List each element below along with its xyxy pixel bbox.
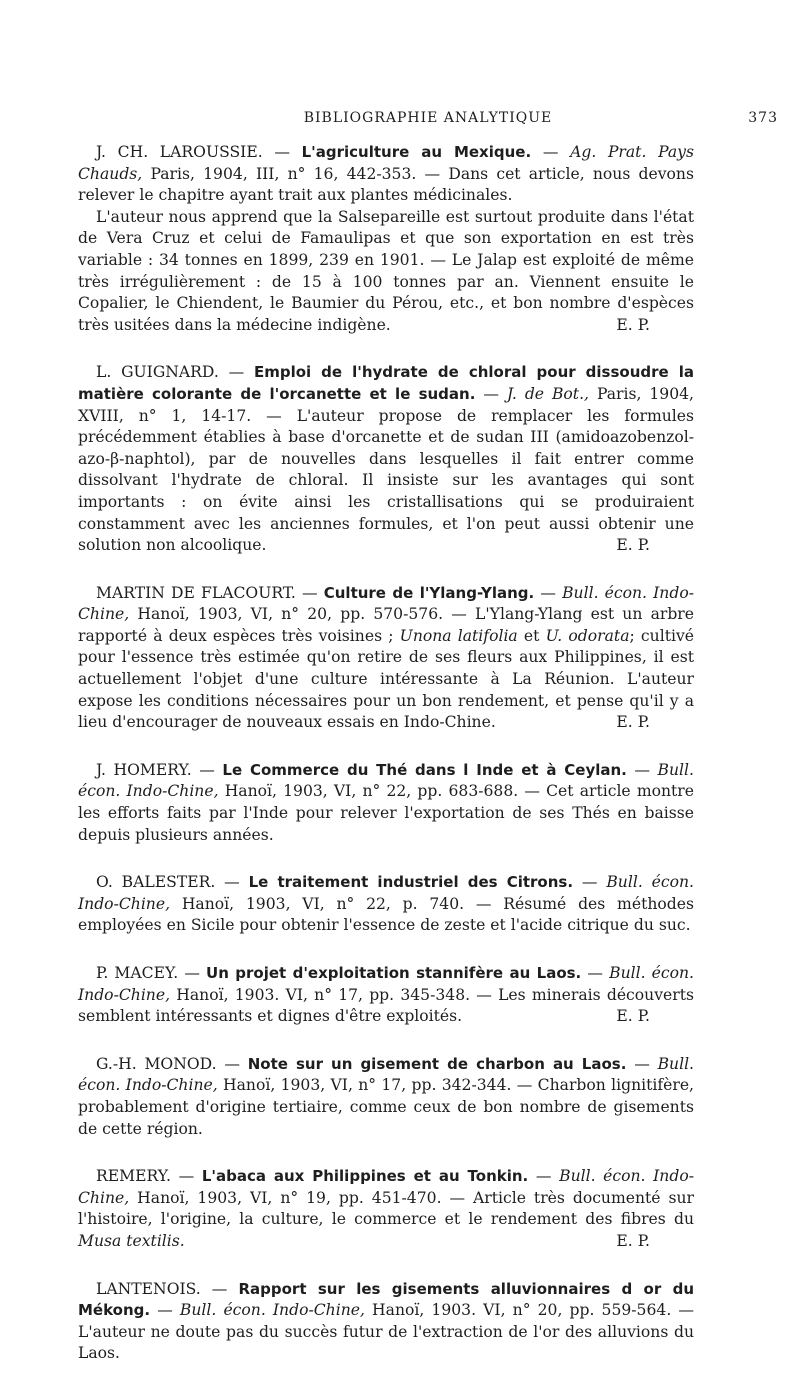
bibliography-entry [78, 142, 694, 336]
bibliography-entry [78, 1054, 694, 1140]
bibliography-entry [78, 872, 694, 937]
entry-paragraph [78, 207, 694, 337]
entry-author: G.-H. MONOD. [96, 1054, 217, 1073]
entry-paragraph: J. CH. LAROUSSIE. — L'agriculture au Mexique. — Ag. Prat. Pays Chauds, Paris, 1904, III, n° 16, 442-353. — Dans cet article, nous devons relever le chapitre ayant trait aux plantes médicinales. [78, 143, 694, 205]
bibliography-entry [78, 1279, 694, 1365]
entry-paragraph: L. GUIGNARD. — Emploi de l'hydrate de chloral pour dissoudre la matière colorante de l'orcanette et le sudan. — J. de Bot., Paris, 1904, XVIII, n° 1, 14-17. — L'auteur propose de remplacer les formules précédemment établies à base d'orcanette et de sudan III (amidoazobenzol-azo-β-naphtol), par de nouvelles dans lesquelles il fait entrer comme dissolvant l'hydrate de chloral. Il insiste sur les avantages qui sont importants : on évite ainsi les cristallisations qui se produiraient constamment avec les anciennes formules, et l'on peut aussi obtenir une solution non alcoolique. E. P. [78, 362, 694, 556]
bibliography-entry [78, 362, 694, 556]
entry-signature: E. P. [616, 1231, 650, 1250]
entry-paragraph: O. BALESTER. — Le traitement industriel des Citrons. — Bull. écon. Indo-Chine, Hanoï, 1903, VI, n° 22, p. 740. — Résumé des méthodes employées en Sicile pour obtenir l'essence de zeste et l'acide citrique du suc. [78, 873, 694, 935]
entry-author: L. GUIGNARD. [96, 363, 219, 382]
entry-body: Hanoï, 1903. VI, n° 20, pp. 559-564. — L'auteur ne doute pas du succès futur de l'extraction de l'or des alluvions du Laos. [78, 1301, 694, 1363]
entry-signature: E. P. [616, 536, 650, 555]
entry-signature: E. P. [616, 1007, 650, 1026]
entry-source: J. de Bot., [506, 384, 589, 403]
entry-title: Rapport sur les gisements alluvionnaires d or du Mékong. [78, 1279, 695, 1320]
entry-paragraph: P. MACEY. — Un projet d'exploitation stannifère au Laos. — Bull. écon. Indo-Chine, Hanoï, 1903. VI, n° 17, pp. 345-348. — Les minerais découverts semblent intéressants et dignes d'être exploités. E. P. [78, 963, 694, 1028]
entry-title: Le Commerce du Thé dans l Inde et à Ceylan. [222, 760, 627, 779]
entry-title: Emploi de l'hydrate de chloral pour dissoudre la matière colorante de l'orcanette et le sudan. [78, 363, 694, 403]
species-name: Musa textilis. [78, 1231, 185, 1250]
entry-source: Bull. écon. Indo-Chine, [78, 1054, 695, 1095]
entry-author: MARTIN DE FLACOURT. [96, 583, 296, 602]
bibliography-entry [78, 963, 694, 1028]
species-name: Unona latifolia [399, 626, 518, 645]
entry-title: Note sur un gisement de charbon au Laos. [247, 1054, 627, 1073]
bibliography-entry [78, 1166, 694, 1252]
entry-title: Un projet d'exploitation stannifère au Laos. [206, 964, 582, 982]
entry-body: Hanoï, 1903, VI, n° 17, pp. 342-344. — Charbon lignitifère, probablement d'origine tertiaire, comme ceux de bon nombre de gisements de cette région. [78, 1076, 695, 1138]
header-title: BIBLIOGRAPHIE ANALYTIQUE [303, 110, 553, 126]
entry-author: O. BALESTER. [96, 873, 216, 892]
entry-signature: E. P. [616, 713, 650, 732]
entry-source: Bull. écon. Indo-Chine, [179, 1301, 365, 1320]
entry-body: Hanoï, 1903, VI, n° 19, pp. 451-470. — Article très documenté sur l'histoire, l'origine, la culture, le commerce et le rendement des fibres du [78, 1188, 694, 1229]
entry-source: Bull. écon. Indo-Chine, [78, 1167, 694, 1207]
entry-author: J. CH. LAROUSSIE. [96, 143, 263, 161]
entry-title: L'abaca aux Philippines et au Tonkin. [201, 1167, 529, 1186]
entry-body: Hanoï, 1903, VI, n° 20, pp. 570-576. — L'Ylang-Ylang est un arbre rapporté à deux espèces très voisines ; [78, 605, 694, 645]
entry-source: Bull. écon. Indo-Chine, [78, 964, 695, 1004]
entry-body: Hanoï, 1903. VI, n° 17, pp. 345-348. — Les minerais découverts semblent intéressants et dignes d'être exploités. [78, 985, 694, 1026]
species-name: U. odorata [545, 626, 630, 645]
entry-source: Bull. écon. Indo-Chine, [78, 583, 694, 624]
entry-body: Paris, 1904, XVIII, n° 1, 14-17. — L'auteur propose de remplacer les formules précédemment établies à base d'orcanette et de sudan III (amidoazobenzol-azo-β-naphtol), par de nouvelles dans lesquelles il fait entrer comme dissolvant l'hydrate de chloral. Il insiste sur les avantages qui sont importants : on évite ainsi les cristallisations qui se produiraient constamment avec les anciennes formules, et l'on peut aussi obtenir une solution non alcoolique. [78, 384, 695, 555]
entry-body: Hanoï, 1903, VI, n° 22, pp. 683-688. — Cet article montre les efforts faits par l'Inde pour relever l'exportation de ses Thés en baisse depuis plusieurs années. [78, 782, 694, 844]
entry-author: P. MACEY. [96, 964, 179, 982]
entry-body: Hanoï, 1903, VI, n° 22, p. 740. — Résumé des méthodes employées en Sicile pour obtenir l'essence de zeste et l'acide citrique du suc. [78, 894, 694, 935]
entry-title: Culture de l'Ylang-Ylang. [323, 583, 535, 602]
entry-source: Ag. Prat. Pays Chauds, [78, 143, 694, 183]
entry-paragraph: LANTENOIS. — Rapport sur les gisements alluvionnaires d or du Mékong. — Bull. écon. Indo-Chine, Hanoï, 1903. VI, n° 20, pp. 559-564. — L'auteur ne doute pas du succès futur de l'extraction de l'or des alluvions du Laos. [78, 1279, 695, 1363]
entry-body: ; cultivé pour l'essence très estimée qu'on retire de ses fleurs aux Philippines, il est actuellement l'objet d'une culture intéressante à La Réunion. L'auteur expose les conditions nécessaires pour un bon rendement, et pense qu'il y a lieu d'encourager de nouveaux essais en Indo-Chine. [78, 626, 694, 732]
entry-author: LANTENOIS. [96, 1279, 201, 1298]
entry-paragraph: J. HOMERY. — Le Commerce du Thé dans l Inde et à Ceylan. — Bull. écon. Indo-Chine, Hanoï, 1903, VI, n° 22, pp. 683-688. — Cet article montre les efforts faits par l'Inde pour relever l'exportation de ses Thés en baisse depuis plusieurs années. [78, 760, 694, 844]
entry-paragraph: G.-H. MONOD. — Note sur un gisement de charbon au Laos. — Bull. écon. Indo-Chine, Hanoï, 1903, VI, n° 17, pp. 342-344. — Charbon lignitifère, probablement d'origine tertiaire, comme ceux de bon nombre de gisements de cette région. [78, 1054, 695, 1138]
entry-paragraph: REMERY. — L'abaca aux Philippines et au Tonkin. — Bull. écon. Indo-Chine, Hanoï, 1903, VI, n° 19, pp. 451-470. — Article très documenté sur l'histoire, l'origine, la culture, le commerce et le rendement des fibres du Musa textilis. E. P. [78, 1166, 694, 1252]
bibliography-entry [78, 760, 694, 846]
entry-paragraph: MARTIN DE FLACOURT. — Culture de l'Ylang-Ylang. — Bull. écon. Indo-Chine, Hanoï, 1903, VI, n° 20, pp. 570-576. — L'Ylang-Ylang est un arbre rapporté à deux espèces très voisines ; Unona latifolia et U. odorata; cultivé pour l'essence très estimée qu'on retire de ses fleurs aux Philippines, il est actuellement l'objet d'une culture intéressante à La Réunion. L'auteur expose les conditions nécessaires pour un bon rendement, et pense qu'il y a lieu d'encourager de nouveaux essais en Indo-Chine. E. P. [78, 583, 694, 734]
bibliography-entry [78, 583, 694, 734]
page-number: 373 [748, 110, 778, 126]
entry-author: J. HOMERY. [96, 760, 192, 779]
entry-source: Bull. écon. Indo-Chine, [78, 760, 694, 801]
entry-body: et [517, 626, 546, 645]
entry-title: L'agriculture au Mexique. [301, 143, 532, 161]
entry-body: L'auteur nous apprend que la Salsepareille est surtout produite dans l'état de Vera Cruz et celui de Famaulipas et que son exportation en est très variable : 34 tonnes en 1899, 239 en 1901. — Le Jalap est exploité de même très irrégulièrement : de 15 à 100 tonnes par an. Viennent ensuite le Copalier, le Chiendent, le Baumier du Pérou, etc., et bon nombre d'espèces très usitées dans la médecine indigène. [78, 207, 694, 334]
entry-title: Le traitement industriel des Citrons. [248, 873, 574, 892]
entry-body: Paris, 1904, III, n° 16, 442-353. — Dans cet article, nous devons relever le chapitre ayant trait aux plantes médicinales. [78, 164, 694, 205]
entry-signature: E. P. [616, 315, 650, 334]
entry-author: REMERY. [96, 1167, 171, 1186]
bibliography-list [78, 142, 694, 1391]
entry-source: Bull. écon. Indo-Chine, [78, 873, 694, 913]
